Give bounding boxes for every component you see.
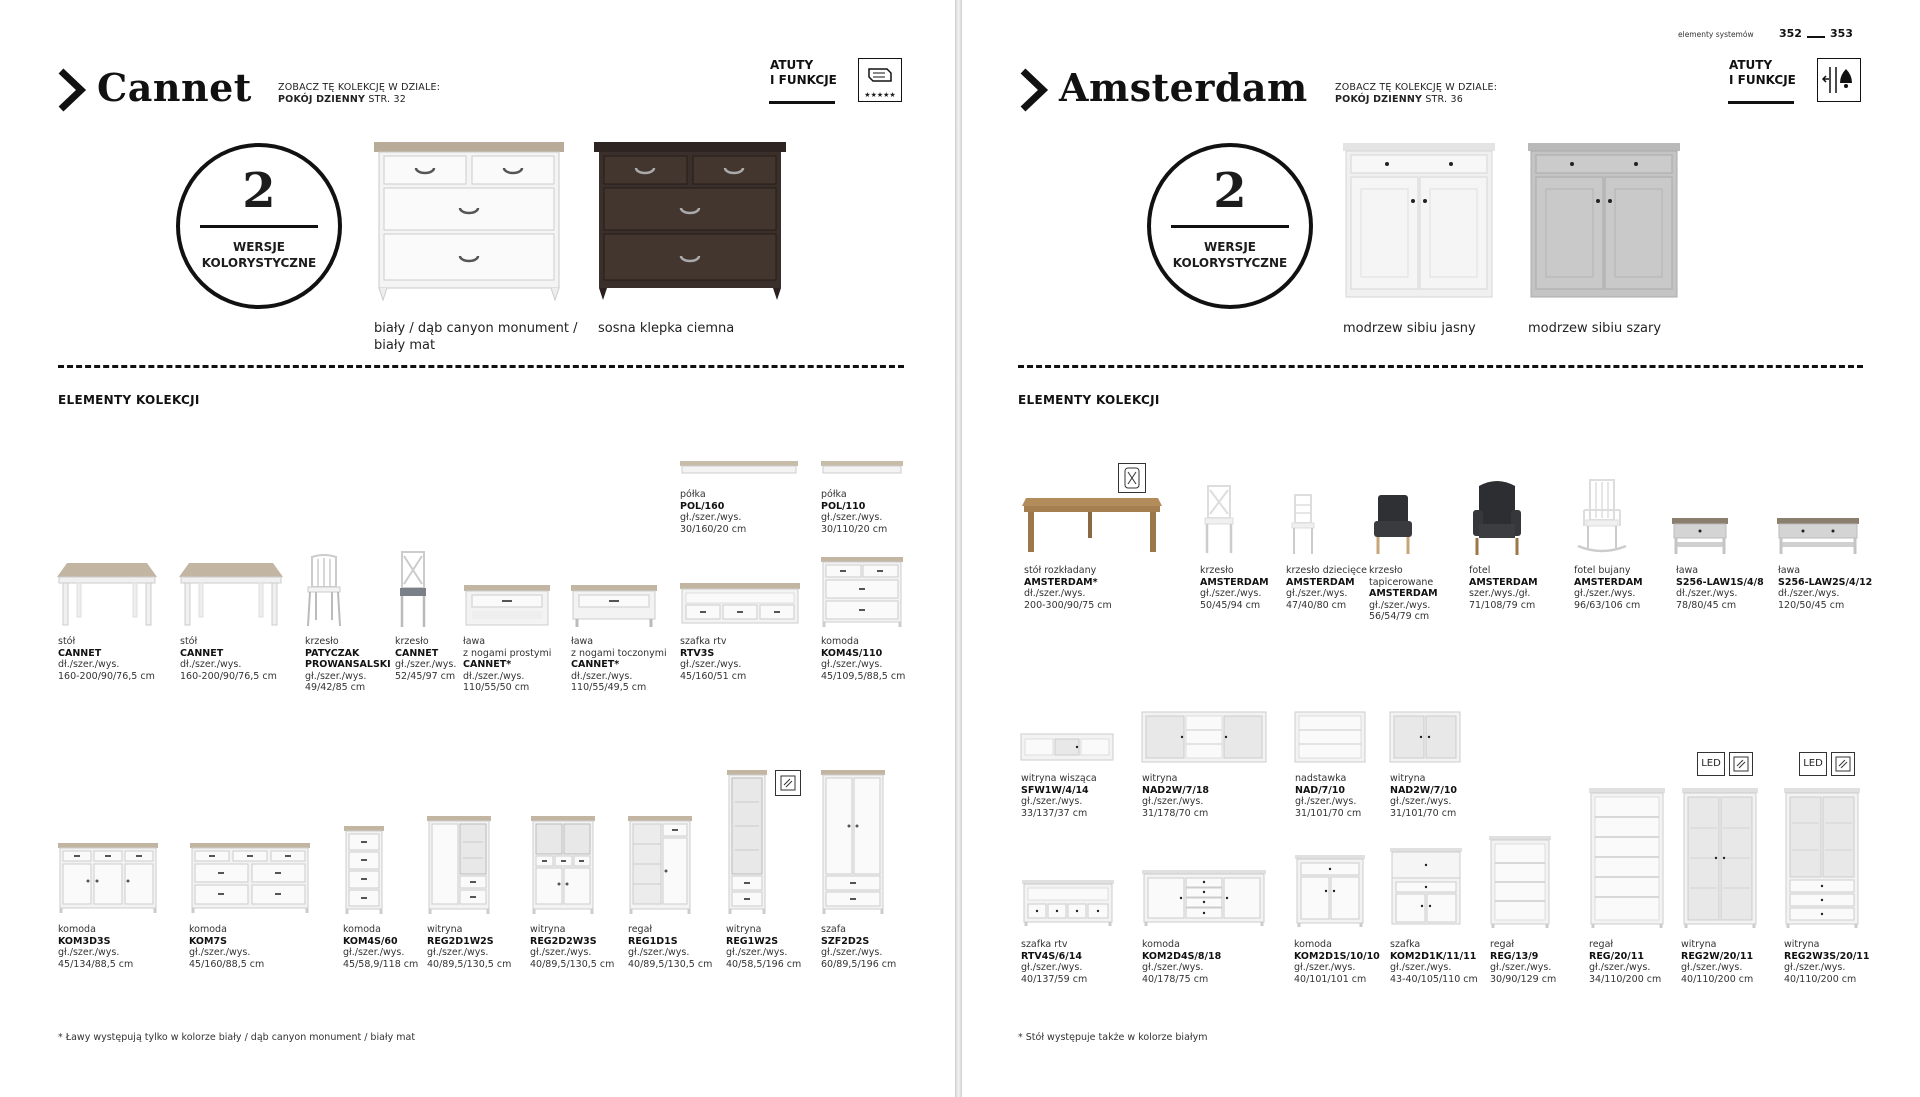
product-dresser-kom3d3s: komoda KOM3D3S gł./szer./wys. 45/134/88,5 cm xyxy=(58,924,134,970)
page-number-right: 353 xyxy=(1830,27,1853,40)
product-reg2d1w2s: witryna REG2D1W2S gł./szer./wys. 40/89,5/130,5 cm xyxy=(427,924,512,970)
variant-dark-dresser-image xyxy=(594,142,786,300)
bookcase-reg139-image xyxy=(1489,836,1551,928)
collection-title: Amsterdam xyxy=(1059,65,1308,110)
shelf-pol160-image xyxy=(680,461,798,475)
glass-shelves-icon xyxy=(775,770,801,796)
product-table-cannet-2: stół CANNET dł./szer./wys. 160-200/90/76,5 cm xyxy=(180,636,277,682)
product-rocking-chair: fotel bujany AMSTERDAM gł./szer./wys. 96/63/106 cm xyxy=(1574,565,1643,611)
product-dresser-kom4s110: komoda KOM4S/110 gł./szer./wys. 45/109,5/88,5 cm xyxy=(821,636,906,682)
table-cannet-extended-image xyxy=(179,563,283,627)
wardrobe-szf2d2s-image xyxy=(821,770,885,914)
soft-close-icon xyxy=(1817,58,1861,102)
product-szf2d2s: szafa SZF2D2S gł./szer./wys. 60/89,5/196 cm xyxy=(821,924,897,970)
collection-title: Cannet xyxy=(97,65,252,110)
display-cabinet-reg2w3s-image xyxy=(1784,788,1860,928)
wood-quality-icon: ★★★★★ xyxy=(858,58,902,102)
dresser-kom3d3s-image xyxy=(58,843,158,913)
coffee-table-straight-image xyxy=(464,585,550,627)
see-collection-note: ZOBACZ TĘ KOLEKCJĘ W DZIALE: POKÓJ DZIENNY STR. 36 xyxy=(1335,82,1498,105)
led-lighting-badge: LED xyxy=(1799,752,1827,776)
chair-cannet-image xyxy=(398,552,428,628)
hutch-nad710-image xyxy=(1295,712,1365,762)
page-section-label: elementy systemów xyxy=(1678,30,1754,39)
product-tv-cabinet-rtv4s: szafka rtv RTV4S/6/14 gł./szer./wys. 40/137/59 cm xyxy=(1021,939,1088,985)
wall-cabinet-sfw1w-image xyxy=(1021,734,1113,760)
chair-patyczak-image xyxy=(304,555,344,627)
display-cabinet-reg2d2w3s-image xyxy=(531,816,595,914)
product-coffee-table-turned: ława z nogami toczonymi CANNET* dł./szer./wys. 110/55/49,5 cm xyxy=(571,636,667,693)
dining-table-amsterdam-image xyxy=(1022,498,1162,554)
variant-grey-sideboard-image xyxy=(1528,143,1680,299)
coffee-table-law1s-image xyxy=(1672,518,1728,554)
glass-shelves-icon xyxy=(1729,752,1753,776)
product-upholstered-chair: krzesło tapicerowane AMSTERDAM gł./szer./wys. 56/54/79 cm xyxy=(1369,565,1438,622)
features-heading: ATUTY I FUNKCJE xyxy=(1729,58,1796,87)
left-page-cannet xyxy=(0,0,955,1097)
color-versions-badge: 2 WERSJE KOLORYSTYCZNE xyxy=(1147,143,1313,309)
product-coffee-table-law1s: ława S256-LAW1S/4/8 dł./szer./wys. 78/80/45 cm xyxy=(1676,565,1764,611)
variant-white-dresser-image xyxy=(374,142,564,300)
product-hutch-nad710: nadstawka NAD/7/10 gł./szer./wys. 31/101/70 cm xyxy=(1295,773,1362,819)
features-heading: ATUTY I FUNKCJE xyxy=(770,58,837,87)
product-dresser-kom2d1s: komoda KOM2D1S/10/10 gł./szer./wys. 40/101/101 cm xyxy=(1294,939,1380,985)
product-tv-cabinet-rtv3s: szafka rtv RTV3S gł./szer./wys. 45/160/51 cm xyxy=(680,636,747,682)
product-dresser-kom2d4s: komoda KOM2D4S/8/18 gł./szer./wys. 40/178/75 cm xyxy=(1142,939,1222,985)
product-hutch-nad2w-718: witryna NAD2W/7/18 gł./szer./wys. 31/178/70 cm xyxy=(1142,773,1210,819)
upholstered-chair-image xyxy=(1372,495,1414,555)
chair-amsterdam-image xyxy=(1202,486,1236,554)
display-cabinet-reg1w2s-image xyxy=(727,770,767,914)
product-kids-chair: krzesło dziecięce AMSTERDAM gł./szer./wys. 47/40/80 cm xyxy=(1286,565,1367,611)
product-wall-cabinet-sfw1w: witryna wisząca SFW1W/4/14 gł./szer./wys. 33/137/37 cm xyxy=(1021,773,1097,819)
coffee-table-law2s-image xyxy=(1777,518,1859,554)
kids-chair-amsterdam-image xyxy=(1290,495,1316,555)
product-reg1d1s: regał REG1D1S gł./szer./wys. 40/89,5/130,5 cm xyxy=(628,924,713,970)
tv-cabinet-rtv4s-image xyxy=(1022,880,1114,926)
dresser-kom7s-image xyxy=(190,843,310,913)
bookcase-reg1d1s-image xyxy=(628,816,692,914)
product-hutch-nad2w-710: witryna NAD2W/7/10 gł./szer./wys. 31/101/70 cm xyxy=(1390,773,1458,819)
section-divider xyxy=(1018,365,1863,368)
right-page-amsterdam xyxy=(962,0,1920,1097)
footnote: * Ławy występują tylko w kolorze biały / dąb canyon monument / biały mat xyxy=(58,1032,416,1043)
product-armchair: fotel AMSTERDAM szer./wys./gł. 71/108/79 cm xyxy=(1469,565,1538,611)
features-underline xyxy=(1728,101,1794,104)
dresser-kom2d4s-image xyxy=(1142,870,1266,926)
product-reg2d2w3s: witryna REG2D2W3S gł./szer./wys. 40/89,5/130,5 cm xyxy=(530,924,615,970)
dresser-kom4s60-image xyxy=(344,826,384,914)
display-cabinet-reg2w-image xyxy=(1682,788,1758,928)
shelf-pol110-image xyxy=(821,461,903,475)
chevron-right-icon xyxy=(1019,68,1049,112)
variant-light-sideboard-image xyxy=(1343,143,1495,299)
variant-caption-light: modrzew sibiu jasny xyxy=(1343,321,1476,336)
product-bookcase-reg139: regał REG/13/9 gł./szer./wys. 30/90/129 cm xyxy=(1490,939,1557,985)
product-dresser-kom7s: komoda KOM7S gł./szer./wys. 45/160/88,5 cm xyxy=(189,924,265,970)
product-chair-amsterdam: krzesło AMSTERDAM gł./szer./wys. 50/45/94 cm xyxy=(1200,565,1269,611)
product-reg1w2s: witryna REG1W2S gł./szer./wys. 40/58,5/196 cm xyxy=(726,924,802,970)
page-number-left: 352 xyxy=(1779,27,1802,40)
section-divider xyxy=(58,365,904,368)
product-chair-cannet: krzesło CANNET gł./szer./wys. 52/45/97 cm xyxy=(395,636,457,682)
variant-caption-white: biały / dąb canyon monument / biały mat xyxy=(374,321,578,353)
product-pol110: półka POL/110 gł./szer./wys. 30/110/20 cm xyxy=(821,489,888,535)
bookcase-reg2011-image xyxy=(1589,788,1665,928)
variant-caption-dark: sosna klepka ciemna xyxy=(598,321,735,336)
section-title: ELEMENTY KOLEKCJI xyxy=(58,393,200,407)
coffee-table-turned-image xyxy=(571,585,657,627)
dresser-kom2d1s-image xyxy=(1295,855,1365,927)
display-cabinet-reg2d1w2s-image xyxy=(427,816,491,914)
product-secretary-kom2d1k: szafka KOM2D1K/11/11 gł./szer./wys. 43-40/105/110 cm xyxy=(1390,939,1478,985)
section-title: ELEMENTY KOLEKCJI xyxy=(1018,393,1160,407)
features-underline xyxy=(769,101,835,104)
hutch-nad2w-718-image xyxy=(1142,712,1266,762)
product-dresser-kom4s60: komoda KOM4S/60 gł./szer./wys. 45/58,9/118 cm xyxy=(343,924,419,970)
rocking-chair-image xyxy=(1576,480,1628,556)
see-collection-note: ZOBACZ TĘ KOLEKCJĘ W DZIALE: POKÓJ DZIENNY STR. 32 xyxy=(278,82,441,105)
product-reg2w3s2011: witryna REG2W3S/20/11 gł./szer./wys. 40/110/200 cm xyxy=(1784,939,1870,985)
table-cannet-image xyxy=(57,563,157,627)
color-versions-badge: 2 WERSJE KOLORYSTYCZNE xyxy=(176,143,342,309)
led-lighting-badge: LED xyxy=(1697,752,1725,776)
product-pol160: półka POL/160 gł./szer./wys. 30/160/20 cm xyxy=(680,489,747,535)
chevron-right-icon xyxy=(57,68,87,112)
dresser-kom4s110-image xyxy=(821,557,903,627)
armchair-amsterdam-image xyxy=(1471,480,1523,556)
variant-caption-grey: modrzew sibiu szary xyxy=(1528,321,1662,336)
product-chair-patyczak: krzesło PATYCZAK PROWANSALSKI gł./szer./wys. 49/42/85 cm xyxy=(305,636,391,693)
product-table-cannet: stół CANNET dł./szer./wys. 160-200/90/76,5 cm xyxy=(58,636,155,682)
product-dining-table: stół rozkładany AMSTERDAM* dł./szer./wys. 200-300/90/75 cm xyxy=(1024,565,1112,611)
page-number-dash xyxy=(1807,36,1825,38)
glass-shelves-icon xyxy=(1831,752,1855,776)
product-reg2w2011: witryna REG2W/20/11 gł./szer./wys. 40/110/200 cm xyxy=(1681,939,1754,985)
product-coffee-table-straight: ława z nogami prostymi CANNET* dł./szer./wys. 110/55/50 cm xyxy=(463,636,552,693)
extendable-table-icon xyxy=(1118,463,1146,493)
product-coffee-table-law2s: ława S256-LAW2S/4/12 dł./szer./wys. 120/50/45 cm xyxy=(1778,565,1873,611)
secretary-kom2d1k-image xyxy=(1390,848,1462,928)
footnote: * Stół występuje także w kolorze białym xyxy=(1018,1032,1208,1043)
hutch-nad2w-710-image xyxy=(1390,712,1460,762)
tv-cabinet-rtv3s-image xyxy=(680,583,800,627)
book-spine xyxy=(955,0,962,1097)
product-bookcase-reg2011: regał REG/20/11 gł./szer./wys. 34/110/200 cm xyxy=(1589,939,1662,985)
